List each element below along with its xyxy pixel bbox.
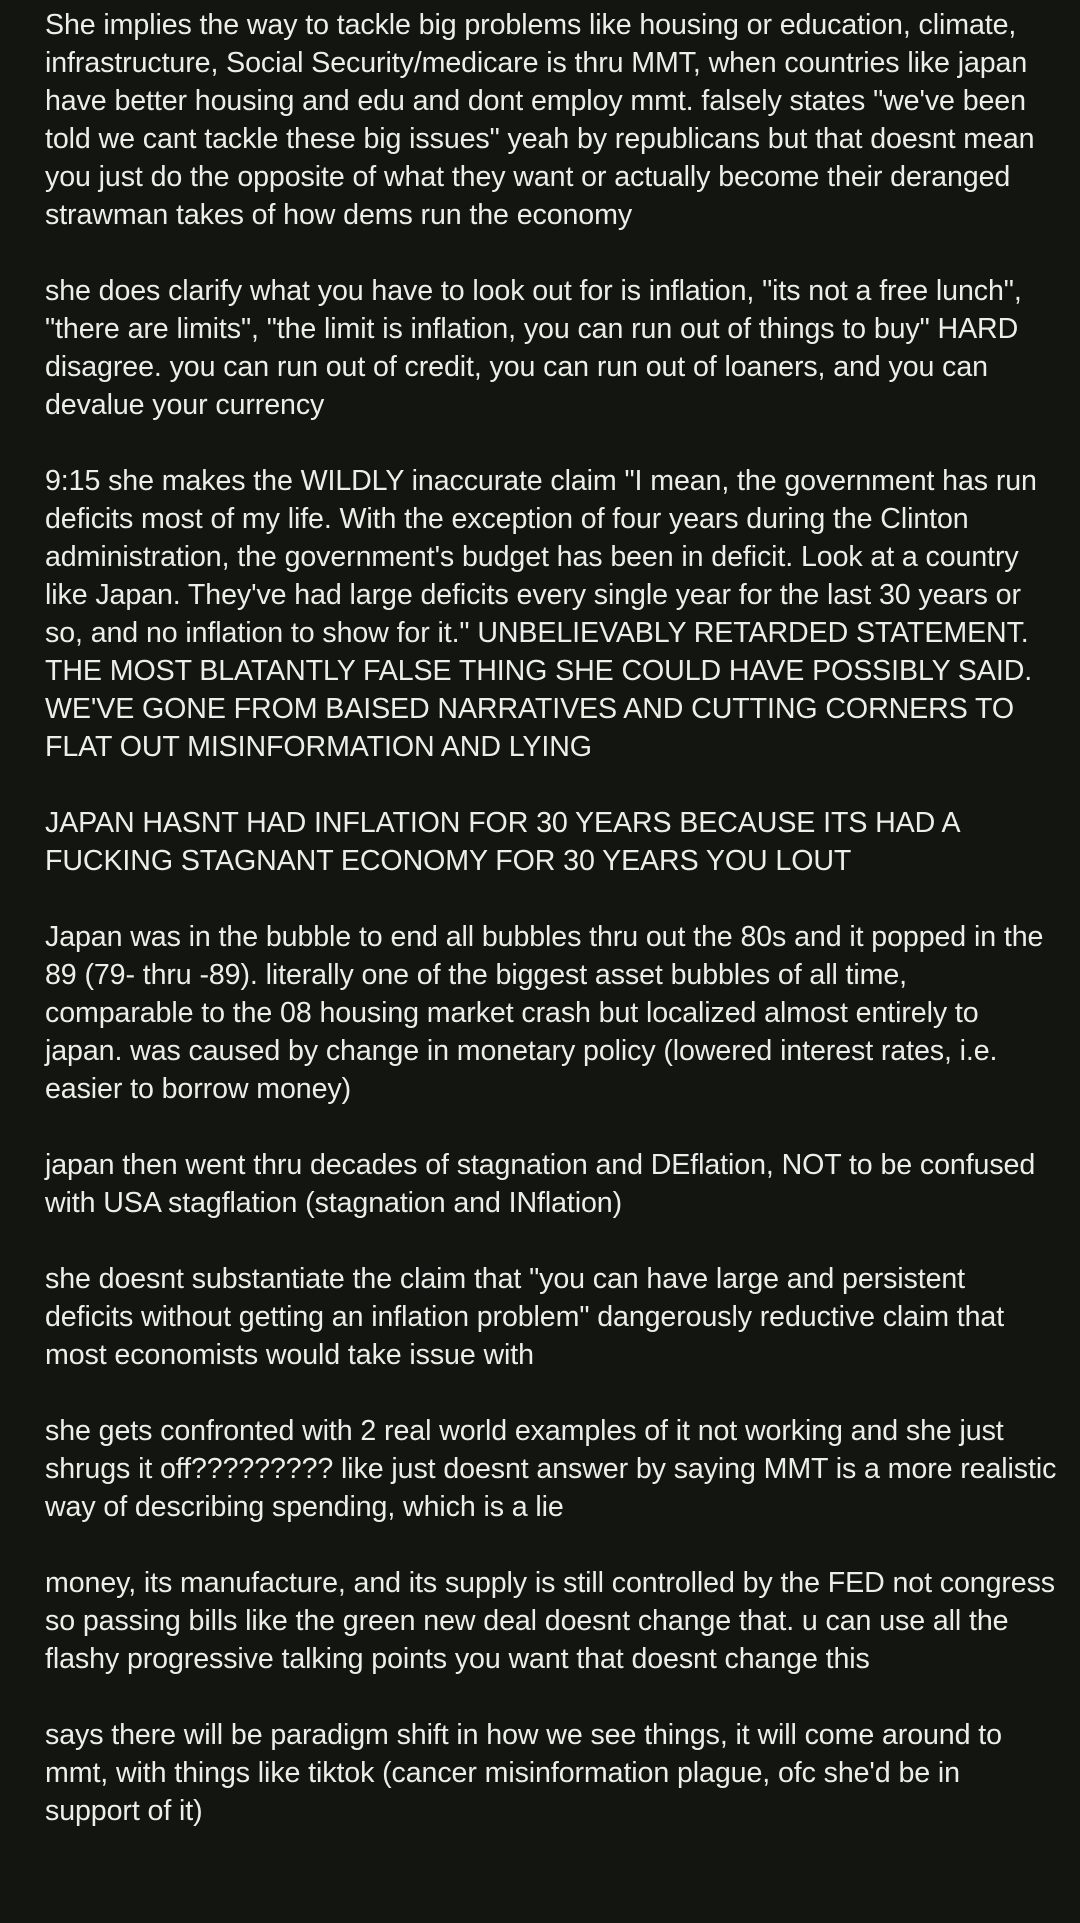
note-paragraph: She implies the way to tackle big problems like housing or education, climate, infrastructure, Social Security/medicare is thru MMT, when countries like japan have better housing and edu and dont employ mmt. falsely states "we've been told we cant tackle these big issues" yeah by republicans but that doesnt mean you just do the opposite of what they want or actually become their deranged strawman takes of how dems run the economy xyxy=(45,9,1035,231)
note-paragraph: 9:15 she makes the WILDLY inaccurate claim "I mean, the government has run deficits most of my life. With the exception of four years during the Clinton administration, the government's budget has been in deficit. Look at a country like Japan. They've had large deficits every single year for the last 30 years or so, and no inflation to show for it." UNBELIEVABLY RETARDED STATEMENT. THE MOST BLATANTLY FALSE THING SHE COULD HAVE POSSIBLY SAID. WE'VE GONE FROM BAISED NARRATIVES AND CUTTING CORNERS TO FLAT OUT MISINFORMATION AND LYING xyxy=(45,465,1037,763)
note-paragraph: JAPAN HASNT HAD INFLATION FOR 30 YEARS BECAUSE ITS HAD A FUCKING STAGNANT ECONOMY FOR 30 YEARS YOU LOUT xyxy=(45,807,959,877)
note-paragraph: she does clarify what you have to look out for is inflation, "its not a free lunch", "there are limits", "the limit is inflation, you can run out of things to buy" HARD disagree. you can run out of credit, you can run out of loaners, and you can devalue your currency xyxy=(45,275,1022,421)
note-paragraph: she gets confronted with 2 real world examples of it not working and she just shrugs it off????????? like just doesnt answer by saying MMT is a more realistic way of describing spending, which is a lie xyxy=(45,1415,1057,1523)
note-paragraph: japan then went thru decades of stagnation and DEflation, NOT to be confused with USA stagflation (stagnation and INflation) xyxy=(45,1149,1036,1219)
note-paragraph: says there will be paradigm shift in how we see things, it will come around to mmt, with things like tiktok (cancer misinformation plague, ofc she'd be in support of it) xyxy=(45,1719,1002,1827)
note-paragraph: Japan was in the bubble to end all bubbles thru out the 80s and it popped in the 89 (79- thru -89). literally one of the biggest asset bubbles of all time, comparable to the 08 housing market crash but localized almost entirely to japan. was caused by change in monetary policy (lowered interest rates, i.e. easier to borrow money) xyxy=(45,921,1044,1105)
note-paragraph: she doesnt substantiate the claim that "you can have large and persistent deficits without getting an inflation problem" dangerously reductive claim that most economists would take issue with xyxy=(45,1263,1005,1371)
note-paragraph: money, its manufacture, and its supply is still controlled by the FED not congress so passing bills like the green new deal doesnt change that. u can use all the flashy progressive talking points you want that doesnt change this xyxy=(45,1567,1055,1675)
